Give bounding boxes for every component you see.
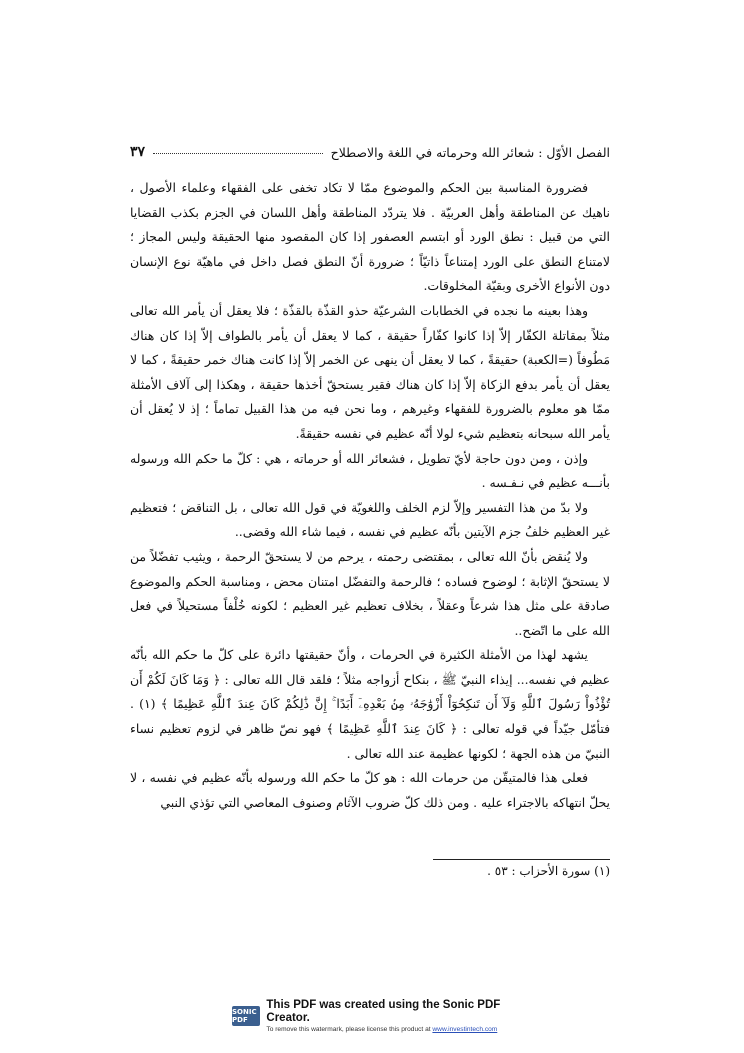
chapter-title: الفصل الأوّل : شعائر الله وحرماته في اللغة والاصطلاح	[330, 145, 610, 160]
header-dot-leader	[153, 153, 323, 154]
sonic-pdf-logo-icon: SONIC PDF	[232, 1006, 260, 1026]
paragraph-2: وهذا بعينه ما نجده في الخطابات الشرعيّة حذو القذّة بالقذّة ؛ فلا يعقل أن يأمر الله تعالى مثلاً بمقاتلة الكفّار إلاّ إذا كانوا كفّاراً حقيقة ، كما لا يعقل أن يأمر بالطواف إلاّ إذا كان هناك مَطُوفاً (=الكعبة) حقيقةً ، كما لا يعقل أن ينهى عن الخمر إلاّ إذا كانت هناك خمر حقيقةً ، كما لا يعقل أن يأمر بدفع الزكاة إلاّ إذا كان هناك فقير يستحقّ أخذها حقيقة ، وهكذا إلى آلاف الأمثلة ممّا هو معلوم بالضرورة للفقهاء وغيرهم ، وما نحن فيه من هذا القبيل تماماً ؛ إذ لا يُعقل أن يأمر الله سبحانه بتعظيم شيء لولا أنّه عظيم في نفسه حقيقةً.	[130, 302, 610, 441]
paragraph-3: وإذن ، ومن دون حاجة لأيّ تطويل ، فشعائر الله أو حرماته ، هي : كلّ ما حكم الله ورسوله بأنـــه عظيم في نـفـسه .	[130, 450, 610, 491]
watermark-sub-prefix: To remove this watermark, please license this product at	[266, 1025, 433, 1033]
paragraph-1: فضرورة المناسبة بين الحكم والموضوع ممّا لا تكاد تخفى على الفقهاء وعلماء الأصول ، ناهيك عن المناطقة وأهل العربيّة . فلا يتردّد المناطقة وأهل اللسان في الجزم بكذب القضايا التي من قبيل : نطق الورد أو ابتسم العصفور إذا كان المقصود منها الحقيقة وليس المجاز ؛ لامتناع النطق على الورد إمتناعاً ذاتيّاً ؛ ضرورة أنّ النطق فصل داخل في ماهيّة نوع الإنسان دون الأنواع الأخرى وبقيّة المخلوقات.	[130, 180, 610, 294]
watermark-sub-text	[266, 1025, 532, 1034]
footnote-divider	[433, 859, 610, 860]
watermark-main-text: This PDF was created using the Sonic PDF Creator.	[266, 998, 501, 1024]
watermark-text	[266, 999, 532, 1034]
paragraph-7: فعلى هذا فالمتيقّن من حرمات الله : هو كلّ ما حكم الله ورسوله بأنّه عظيم في نفسه ، لا يحلّ انتهاكه بالاجتراء عليه . ومن ذلك كلّ ضروب الآثام وصنوف المعاصي التي تؤذي النبي	[130, 770, 610, 810]
paragraph-5: ولا يُنقض بأنّ الله تعالى ، بمقتضى رحمته ، يرحم من لا يستحقّ الرحمة ، ويثيب تفضّلاً من لا يستحقّ الإثابة ؛ لوضوح فساده ؛ فالرحمة والتفضّل امتنان محض ، ومناسبة الحكم والموضوع صادقة على مثل هذا شرعاً وعقلاً ، بخلاف تعظيم غير العظيم ؛ لكونه خُلْفاً مستحيلاً في فعل الله على ما اتّضح..	[130, 548, 610, 638]
watermark-link[interactable]: www.investintech.com	[432, 1025, 498, 1033]
footnote: (١) سورة الأحزاب : ٥٣ .	[487, 864, 610, 878]
paragraph-6: يشهد لهذا من الأمثلة الكثيرة في الحرمات ، وأنّ حقيقتها دائرة على كلّ ما حكم الله بأنّه عظيم في نفسه... إيذاء النبيّ ﷺ ، بنكاح أزواجه مثلاً ؛ فلقد قال الله تعالى : ﴿ وَمَا كَانَ لَكُمْ أَن تُؤْذُواْ رَسُولَ ٱللَّهِ وَلَآ أَن تَنكِحُوٓاْ أَزْوَٰجَهُۥ مِنۢ بَعْدِهِۦٓ أَبَدًا ۚ إِنَّ ذَٰلِكُمْ كَانَ عِندَ ٱللَّهِ عَظِيمًا ﴾ (١) . فتأمّل جيّداً في قوله تعالى : ﴿ كَانَ عِندَ ٱللَّهِ عَظِيمًا ﴾ فهو نصّ ظاهر في لزوم تعظيم نساء النبيّ من هذه الجهة ؛ لكونها عظيمة عند الله تعالى .	[130, 647, 610, 761]
page-number: ٣٧	[130, 144, 146, 160]
running-header	[130, 136, 610, 160]
body-text	[130, 176, 610, 815]
paragraph-4: ولا بدّ من هذا التفسير وإلاّ لزم الخلف واللغويّة في قول الله تعالى ، بل التناقض ؛ فتعظيم غير العظيم خلفُ جزم الآيتين بأنّه عظيم في نفسه ، فيما شاء الله وقضى..	[130, 499, 610, 540]
pdf-watermark	[232, 998, 532, 1033]
